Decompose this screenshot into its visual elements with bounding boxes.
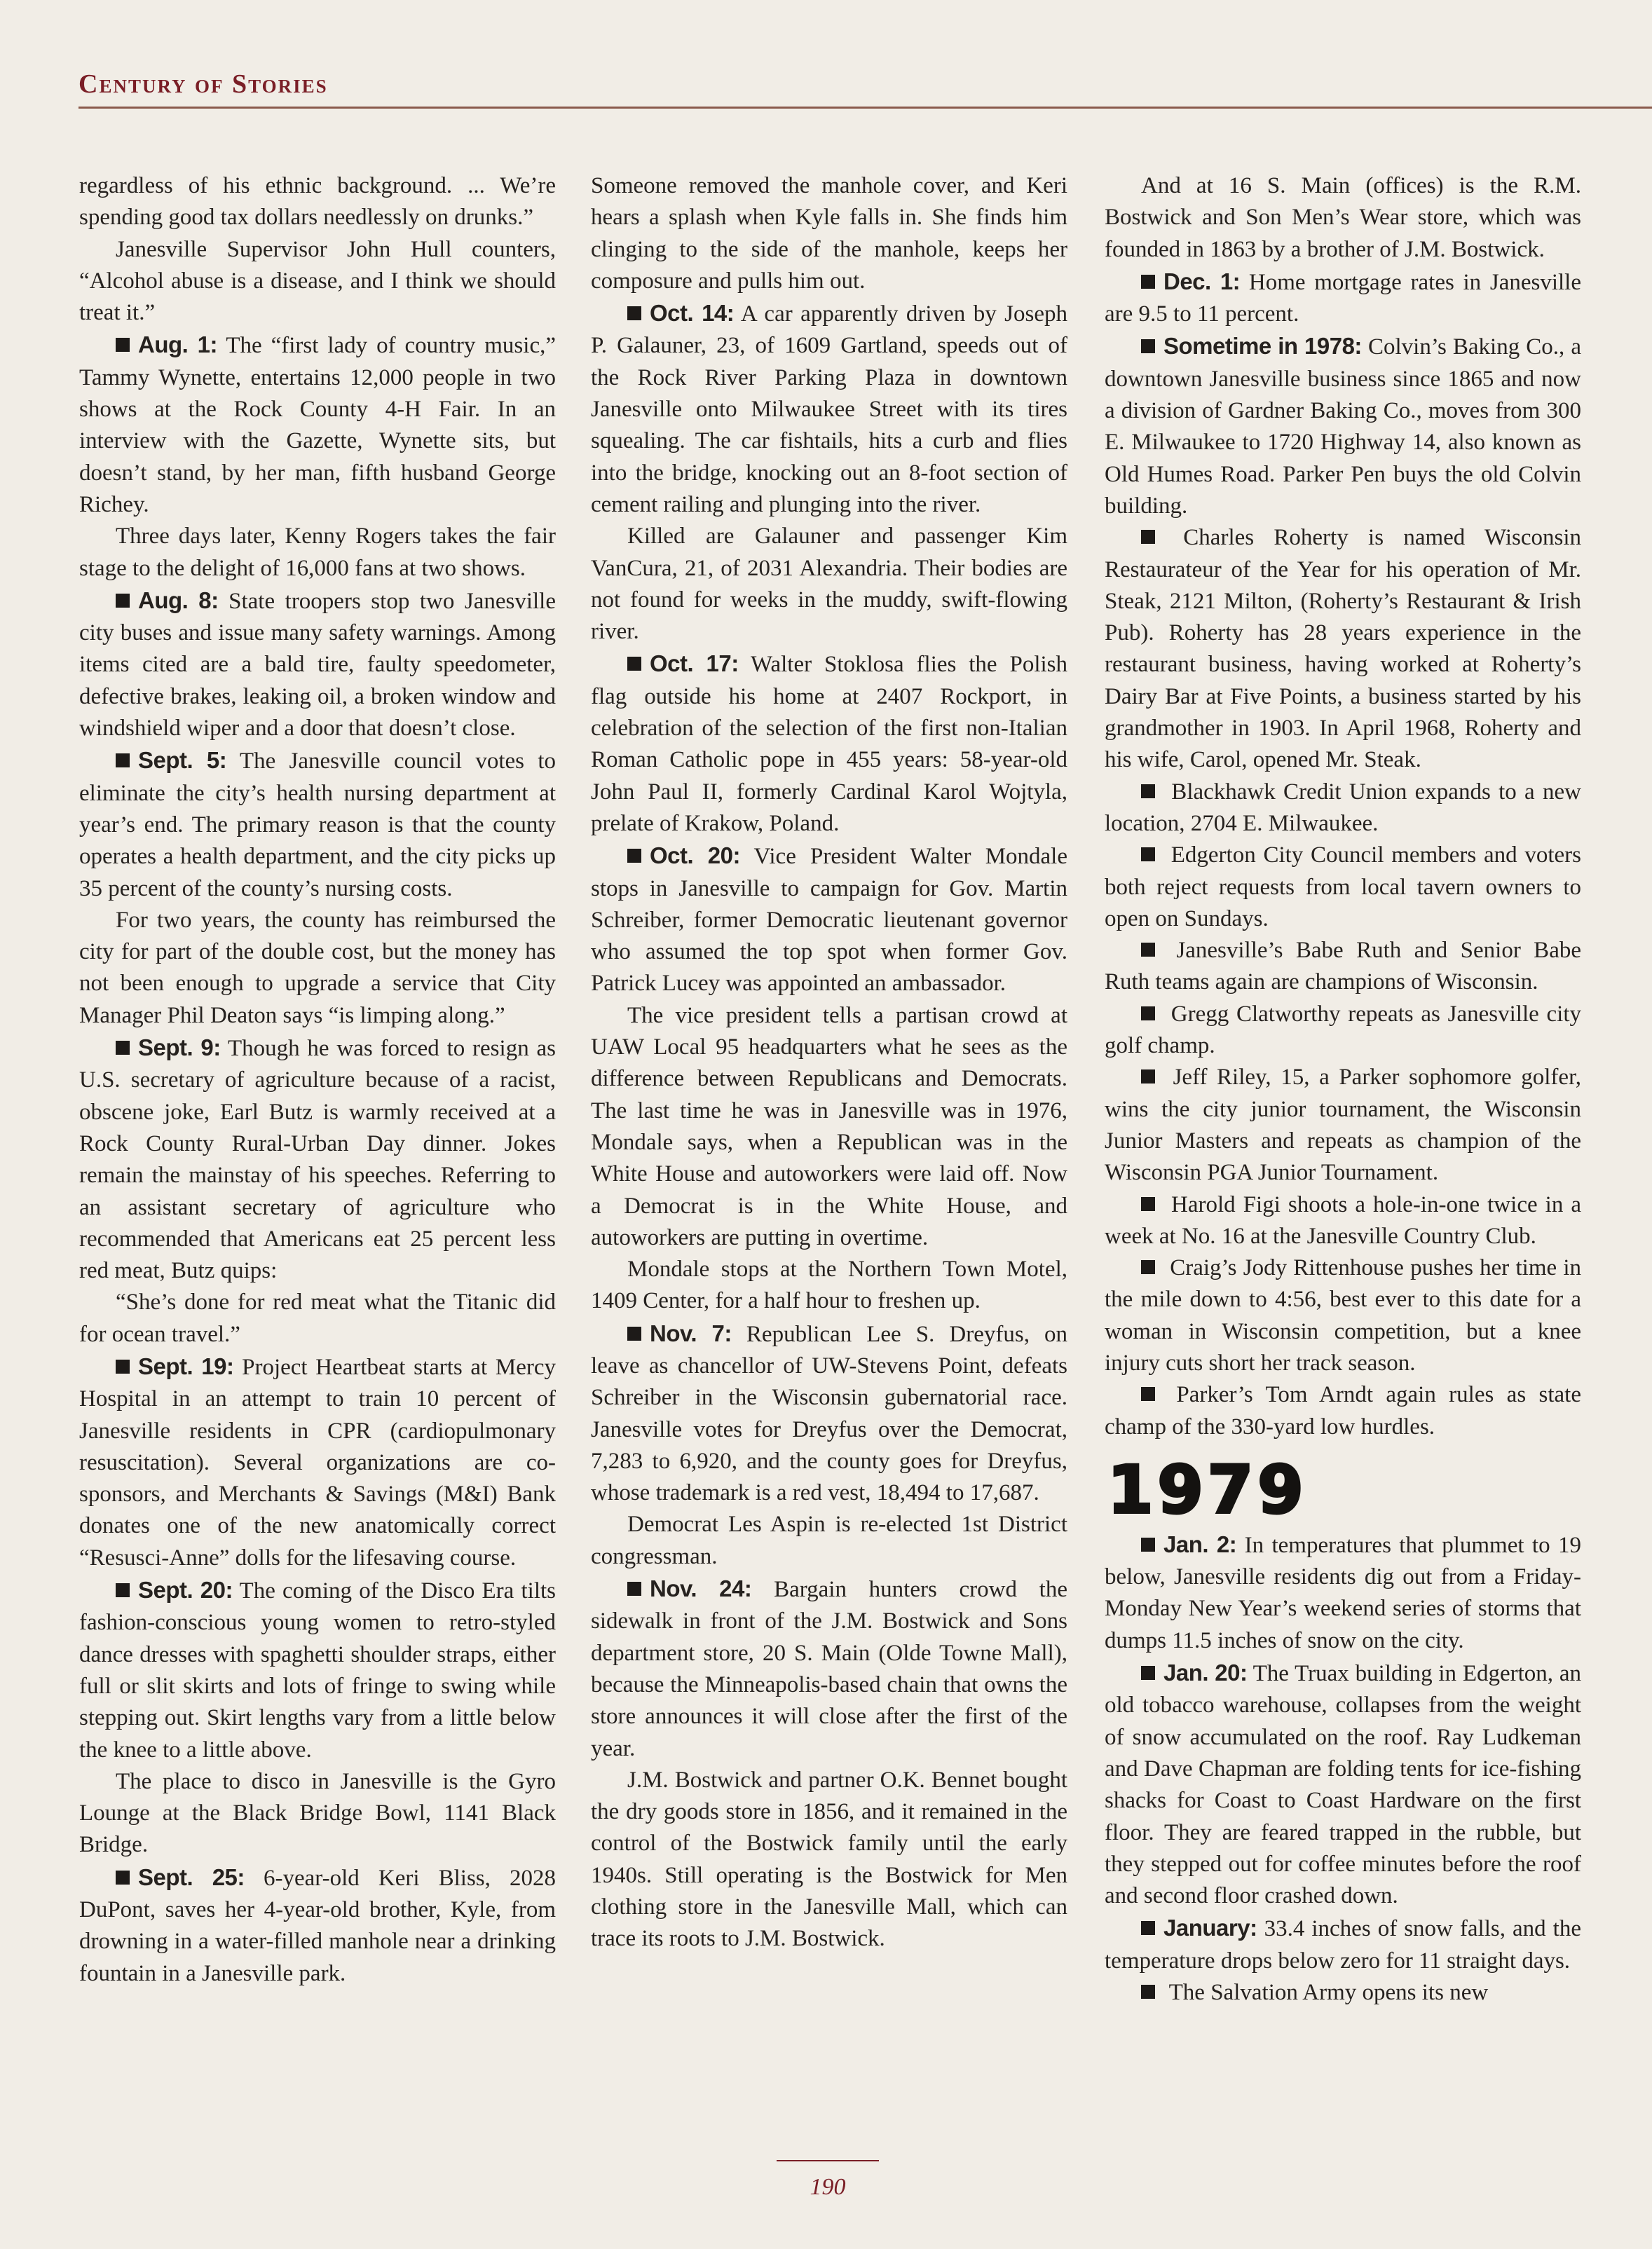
paragraph: Three days later, Kenny Rogers takes the fair stage to the delight of 16,000 fans at two shows. xyxy=(79,524,556,581)
running-head: Century of Stories xyxy=(78,69,328,99)
header-rule xyxy=(78,107,1652,109)
entry-text: 6-year-old Keri Bliss, 2028 DuPont, saves her 4-year-old brother, Kyle, from drowning in a water-filled manhole near a drinking fountain in a Janesville park. xyxy=(79,1865,556,1986)
bullet-icon xyxy=(116,1583,130,1597)
entry-text: The Truax building in Edgerton, an old tobacco warehouse, collapses from the weight of snow accumulated on the roof. Ray Ludkeman and Dave Chapman are folding tents for ice-fishing shacks for Coast to Coast Hardware on the first floor. They are feared trapped in the rubble, but they stepped out for coffee minutes before the roof and second floor crashed down. xyxy=(1105,1661,1582,1909)
bullet-icon xyxy=(627,306,641,320)
bullet-icon xyxy=(1141,1666,1155,1680)
text-column-3 xyxy=(1105,170,1581,2009)
bullet-text: Gregg Clatworthy repeats as Janesville city golf champ. xyxy=(1105,1001,1581,1059)
entry-date: Sept. 5: xyxy=(138,747,227,774)
bullet-icon xyxy=(116,1360,130,1374)
bullet-icon xyxy=(1141,1006,1155,1020)
bullet-item xyxy=(1105,935,1581,999)
paragraph: And at 16 S. Main (offices) is the R.M. Bostwick and Son Men’s Wear store, which was founded in 1863 by a brother of J.M. Bostwick. xyxy=(1105,173,1581,262)
entry xyxy=(1105,1529,1581,1657)
entry-date: Sept. 9: xyxy=(138,1034,221,1061)
entry-date: Oct. 14: xyxy=(650,300,735,327)
bullet-icon xyxy=(1141,1260,1155,1274)
bullet-item xyxy=(1105,840,1581,935)
bullet-item xyxy=(1105,1379,1581,1443)
bullet-text: Harold Figi shoots a hole-in-one twice in a week at No. 16 at the Janesville Country Club. xyxy=(1105,1191,1581,1249)
entry xyxy=(79,744,556,904)
entry xyxy=(591,648,1067,840)
entry-text: Colvin’s Baking Co., a downtown Janesville business since 1865 and now a division of Gardner Baking Co., moves from 300 E. Milwaukee to 1720 Highway 14, also known as Old Humes Road. Parker Pen buys the old Colvin building. xyxy=(1105,334,1581,519)
bullet-icon xyxy=(1141,275,1155,289)
paragraph: The vice president tells a partisan crowd at UAW Local 95 headquarters what he sees as the difference between Republicans and Democrats. The last time he was in Janesville was in 1976, Mondale says, when a Republican was in the White House and autoworkers were laid off. Now a Democrat is in the White House, and autoworkers are putting in overtime. xyxy=(591,1002,1067,1250)
bullet-icon xyxy=(1141,1985,1155,1999)
bullet-icon xyxy=(1141,943,1155,957)
bullet-item xyxy=(1105,777,1581,840)
entry-date: Aug. 8: xyxy=(138,587,219,613)
entry-date: January: xyxy=(1163,1915,1257,1941)
year-heading: 1979 xyxy=(1107,1451,1308,1529)
entry-text: In temperatures that plummet to 19 below, Janesville residents dig out from a Friday-Monday New Year’s weekend series of storms that dumps 11.5 inches of snow on the city. xyxy=(1105,1532,1581,1653)
entry-date: Aug. 1: xyxy=(138,331,218,358)
bullet-icon xyxy=(116,1041,130,1055)
bullet-item xyxy=(1105,1062,1581,1189)
entry-date: Sept. 20: xyxy=(138,1577,233,1604)
entry-text: Vice President Walter Mondale stops in Janesville to campaign for Gov. Martin Schreiber, former Democratic lieutenant governor who assumed the top spot when former Gov. Patrick Lucey was appointed an ambassador. xyxy=(591,844,1067,997)
entry-date: Jan. 2: xyxy=(1163,1531,1237,1557)
entry xyxy=(591,1318,1067,1510)
entry-text: Bargain hunters crowd the sidewalk in front of the J.M. Bostwick and Sons department store, 20 S. Main (Olde Towne Mall), because the Minneapolis-based chain that owns the store announces it will close after the first of the year. xyxy=(591,1577,1067,1761)
bullet-text: Blackhawk Credit Union expands to a new location, 2704 E. Milwaukee. xyxy=(1105,779,1581,836)
entry xyxy=(1105,1912,1581,1977)
bullet-icon xyxy=(1141,1387,1155,1401)
bullet-text: The Salvation Army opens its new xyxy=(1163,1980,1489,2006)
bullet-icon xyxy=(627,849,641,863)
bullet-icon xyxy=(116,753,130,767)
paragraph: regardless of his ethnic background. ... We’re spending good tax dollars needlessly on drunks.” xyxy=(79,173,556,231)
entry xyxy=(1105,266,1581,331)
footer-rule xyxy=(777,2160,879,2161)
entry-text: State troopers stop two Janesville city buses and issue many safety warnings. Among items cited are a bald tire, faulty speedometer, defective brakes, leaking oil, a broken window and windshield wiper and a door that doesn’t close. xyxy=(79,588,557,741)
bullet-item xyxy=(1105,1252,1581,1379)
bullet-icon xyxy=(1141,1197,1155,1211)
entry-date: Nov. 24: xyxy=(650,1575,752,1602)
bullet-icon xyxy=(1141,847,1155,861)
bullet-item xyxy=(1105,522,1581,776)
bullet-icon xyxy=(1141,1069,1155,1084)
bullet-text: Jeff Riley, 15, a Parker sophomore golfer, wins the city junior tournament, the Wisconsin Junior Masters and repeats as champion of the Wisconsin PGA Junior Tournament. xyxy=(1105,1065,1581,1186)
entry xyxy=(1105,1657,1581,1912)
entry xyxy=(79,329,556,521)
entry-text: The “first lady of country music,” Tammy Wynette, entertains 12,000 people in two shows at the Rock County 4-H Fair. In an interview with the Gazette, Wynette sits, but doesn’t stand, by her man, fifth husband George Richey. xyxy=(79,333,556,517)
entry-date: Dec. 1: xyxy=(1163,268,1241,294)
bullet-icon xyxy=(627,1582,641,1596)
entry-text: The coming of the Disco Era tilts fashion-conscious young women to retro-styled dance dresses with spaghetti shoulder straps, either full or slit skirts and lots of fringe to swing while stepping out. Skirt lengths vary from a little below the knee to a little above. xyxy=(79,1578,556,1763)
paragraph: Democrat Les Aspin is re-elected 1st District congressman. xyxy=(591,1512,1067,1569)
entry-text: Home mortgage rates in Janesville are 9.5 to 11 percent. xyxy=(1105,269,1581,327)
paragraph: J.M. Bostwick and partner O.K. Bennet bought the dry goods store in 1856, and it remained in the control of the Bostwick family until the early 1940s. Still operating is the Bostwick for Men clothing store in the Janesville Mall, which can trace its roots to J.M. Bostwick. xyxy=(591,1767,1067,1952)
entry-text: 33.4 inches of snow falls, and the temperature drops below zero for 11 straight days. xyxy=(1105,1916,1581,1974)
paragraph: Killed are Galauner and passenger Kim VanCura, 21, of 2031 Alexandria. Their bodies are not found for weeks in the muddy, swift-flowing river. xyxy=(591,524,1067,645)
paragraph: For two years, the county has reimbursed the city for part of the double cost, but the money has not been enough to upgrade a service that City Manager Phil Deaton says “is limping along.” xyxy=(79,907,556,1028)
bullet-text: Charles Roherty is named Wisconsin Restaurateur of the Year for his operation of Mr. Steak, 2121 Milton, (Roherty’s Restaurant & Irish Pub). Roherty has 28 years experience in the restaurant business, having worked at Roherty’s Dairy Bar at Five Points, a business started by his grandmother in 1903. In April 1968, Roherty and his wife, Carol, opened Mr. Steak. xyxy=(1105,525,1581,773)
paragraph: Mondale stops at the Northern Town Motel, 1409 Center, for a half hour to freshen up. xyxy=(591,1257,1067,1314)
bullet-icon xyxy=(1141,784,1155,798)
text-column-2 xyxy=(591,170,1067,1955)
entry-date: Sept. 25: xyxy=(138,1864,245,1890)
bullet-icon xyxy=(627,1327,641,1341)
entry xyxy=(591,840,1067,999)
entry-text: Project Heartbeat starts at Mercy Hospital in an attempt to train 10 percent of Janesville residents in CPR (cardiopulmonary resuscitation). Several organizations are co-sponsors, and Merchants & Savings (M&I) Bank donates one of the new anatomically correct “Resusci-Anne” dolls for the lifesaving course. xyxy=(79,1354,556,1571)
page-number: 190 xyxy=(810,2174,846,2200)
entry-date: Sept. 19: xyxy=(138,1353,234,1379)
entry xyxy=(79,1574,556,1766)
bullet-icon xyxy=(1141,530,1155,544)
entry xyxy=(591,297,1067,521)
entry xyxy=(79,585,556,744)
entry xyxy=(79,1861,556,1990)
entry-date: Sometime in 1978: xyxy=(1163,333,1362,360)
paragraph: “She’s done for red meat what the Titanic did for ocean travel.” xyxy=(79,1290,556,1347)
bullet-text: Parker’s Tom Arndt again rules as state champ of the 330-yard low hurdles. xyxy=(1105,1382,1581,1440)
bullet-item xyxy=(1105,999,1581,1062)
bullet-item xyxy=(1105,1189,1581,1253)
paragraph: Someone removed the manhole cover, and Keri hears a splash when Kyle falls in. She finds him clinging to the side of the manhole, keeps her composure and pulls him out. xyxy=(591,173,1067,294)
entry-date: Oct. 20: xyxy=(650,842,740,869)
bullet-text: Craig’s Jody Rittenhouse pushes her time in the mile down to 4:56, best ever to this date for a woman in Wisconsin competition, but a knee injury cuts short her track season. xyxy=(1105,1255,1581,1376)
bullet-icon xyxy=(627,657,641,671)
text-column-1 xyxy=(79,170,556,1990)
bullet-text: Edgerton City Council members and voters both reject requests from local tavern owners to open on Sundays. xyxy=(1105,842,1581,931)
entry-text: The Janesville council votes to eliminate the city’s health nursing department at year’s end. The primary reason is that the county operates a health department, and the city picks up 35 percent of the county’s nursing costs. xyxy=(79,748,556,901)
bullet-item xyxy=(1105,1977,1581,2009)
bullet-icon xyxy=(116,1871,130,1885)
entry-text: A car apparently driven by Joseph P. Galauner, 23, of 1609 Gartland, speeds out of the Rock River Parking Plaza in downtown Janesville onto Milwaukee Street with its tires squealing. The car fishtails, hits a curb and flies into the bridge, knocking out an 8-foot section of cement railing and plunging into the river. xyxy=(591,301,1067,517)
bullet-icon xyxy=(116,338,130,352)
paragraph: The place to disco in Janesville is the Gyro Lounge at the Black Bridge Bowl, 1141 Black Bridge. xyxy=(79,1768,556,1858)
entry xyxy=(591,1573,1067,1765)
bullet-icon xyxy=(1141,1921,1155,1935)
bullet-text: Janesville’s Babe Ruth and Senior Babe Ruth teams again are champions of Wisconsin. xyxy=(1105,938,1581,995)
bullet-icon xyxy=(116,594,130,608)
entry-date: Jan. 20: xyxy=(1163,1660,1248,1686)
entry-text: Though he was forced to resign as U.S. secretary of agriculture because of a racist, obscene joke, Earl Butz is warmly received at a Rock County Rural-Urban Day dinner. Jokes remain the mainstay of his speeches. Referring to an assistant secretary of agriculture who recommended that Americans eat 25 percent less red meat, Butz quips: xyxy=(79,1036,556,1284)
entry xyxy=(79,1351,556,1574)
entry-text: Walter Stoklosa flies the Polish flag outside his home at 2407 Rockport, in celebration of the selection of the first non-Italian Roman Catholic pope in 455 years: 58-year-old John Paul II, formerly Cardinal Karol Wojtyla, prelate of Krakow, Poland. xyxy=(591,652,1067,836)
bullet-icon xyxy=(1141,339,1155,353)
entry-date: Nov. 7: xyxy=(650,1320,732,1346)
entry xyxy=(1105,330,1581,522)
entry xyxy=(79,1032,556,1287)
entry-date: Oct. 17: xyxy=(650,650,739,677)
paragraph: Janesville Supervisor John Hull counters, “Alcohol abuse is a disease, and I think we should treat it.” xyxy=(79,236,556,326)
bullet-icon xyxy=(1141,1538,1155,1552)
entry-text: Republican Lee S. Dreyfus, on leave as chancellor of UW-Stevens Point, defeats Schreiber in the Wisconsin gubernatorial race. Janesville votes for Dreyfus over the Democrat, 7,283 to 6,920, and the county goes for Dreyfus, whose trademark is a red vest, 18,494 to 17,687. xyxy=(591,1321,1067,1506)
